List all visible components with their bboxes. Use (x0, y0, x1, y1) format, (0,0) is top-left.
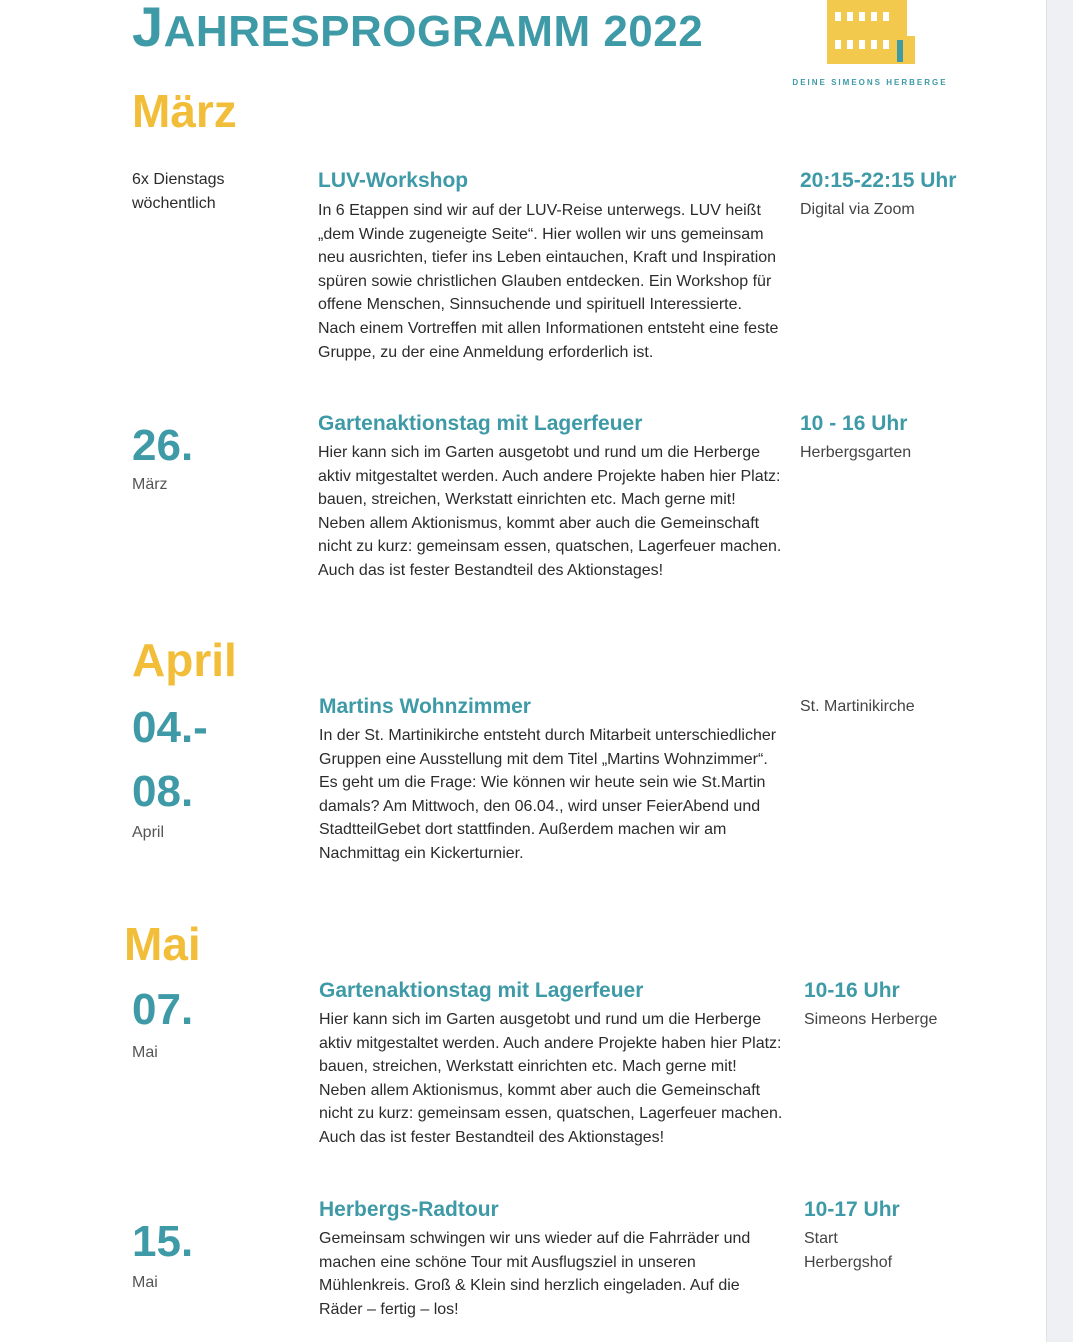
event-date-month: April (132, 824, 165, 841)
event-date-month: Mai (132, 1274, 158, 1291)
event-date: 08. (132, 767, 194, 816)
event-date: 26. (132, 421, 194, 470)
month-heading-april: April (132, 634, 237, 686)
event-date-month: März (132, 476, 168, 493)
event-place: Digital via Zoom (800, 201, 915, 218)
month-heading-maerz: März (132, 85, 237, 137)
event-title: LUV-Workshop (318, 169, 469, 192)
event-title: Gartenaktionstag mit Lagerfeuer (319, 979, 644, 1002)
event-time: 10-16 Uhr (804, 979, 900, 1002)
page-title: JAHRESPROGRAMM 2022 (132, 0, 704, 58)
event-place: Herbergsgarten (800, 444, 912, 461)
event-description: Gemeinsam schwingen wir uns wieder auf die Fahrräder und machen eine schöne Tour mit Ausflugsziel in unseren Mühlenkreis. Groß & Klein sind herzlich eingeladen. Auf die Räder – fertig – los! (319, 1230, 751, 1318)
logo-caption: DEINE SIMEONS HERBERGE (792, 78, 948, 87)
event-title: Herbergs-Radtour (319, 1198, 499, 1221)
event-time: 10 - 16 Uhr (800, 412, 908, 435)
event-description: In der St. Martinikirche entsteht durch Mitarbeit unterschiedlicher Gruppen eine Ausstellung mit dem Titel „Martins Wohnzimmer“. Es geht um die Frage: Wie können wir heute sein wie St.Martin damals? Am Mittwoch, den 06.04., wird unser FeierAbend und StadtteilGebet dort stattfinden. Außerdem machen wir am Nachmittag ein Kickerturnier. (319, 727, 777, 862)
event-place: Simeons Herberge (804, 1011, 938, 1028)
event-when (132, 168, 225, 216)
event-when-line: wöchentlich (132, 195, 216, 212)
event-description: Hier kann sich im Garten ausgetobt und rund um die Herberge aktiv mitgestaltet werden. Auch andere Projekte haben hier Platz: bauen, streichen, Werkstatt einrichten etc. Mach gerne mit! Neben allem Aktionismus, kommt aber auch die Gemeinschaft nicht zu kurz: gemeinsam essen, quatschen, Lagerfeuer machen. Auch das ist fester Bestandteil des Aktionstages! (318, 444, 782, 579)
event-title: Gartenaktionstag mit Lagerfeuer (318, 412, 643, 435)
event-date: 15. (132, 1217, 194, 1266)
event-when-line: 6x Dienstags (132, 171, 225, 188)
event-place: Start Herbergshof (804, 1230, 893, 1271)
event-place: St. Martinikirche (800, 698, 915, 715)
page-edge (1046, 0, 1073, 1342)
event-date: 04.- (132, 703, 208, 752)
event-date-month: Mai (132, 1044, 158, 1061)
event-time: 10-17 Uhr (804, 1198, 900, 1221)
event-description: Hier kann sich im Garten ausgetobt und rund um die Herberge aktiv mitgestaltet werden. Auch andere Projekte haben hier Platz: bauen, streichen, Werkstatt einrichten etc. Mach gerne mit! Neben allem Aktionismus, kommt aber auch die Gemeinschaft nicht zu kurz: gemeinsam essen, quatschen, Lagerfeuer machen. Auch das ist fester Bestandteil des Aktionstages! (319, 1011, 783, 1146)
event-description: In 6 Etappen sind wir auf der LUV-Reise unterwegs. LUV heißt „dem Winde zugeneigte Seite“. Hier wollen wir uns gemeinsam neu ausrichten, tiefer ins Leben eintauchen, Kraft und Inspiration spüren sowie christlichen Glauben entdecken. Ein Workshop für offene Menschen, Sinnsuchende und spirituell Interessierte. Nach einem Vortreffen mit allen Informationen entsteht eine feste Gruppe, zu der eine Anmeldung erforderlich ist. (318, 202, 779, 361)
event-time: 20:15-22:15 Uhr (800, 169, 957, 192)
event-title: Martins Wohnzimmer (319, 695, 531, 718)
month-heading-mai: Mai (124, 918, 201, 970)
event-date: 07. (132, 985, 194, 1034)
